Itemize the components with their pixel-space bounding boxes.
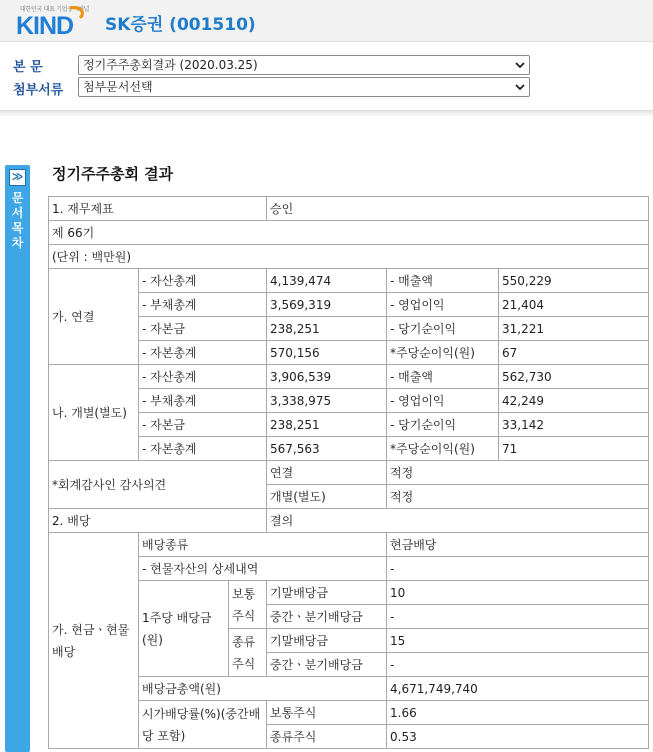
main-doc-select-value: 정기주주총회결과 (2020.03.25) bbox=[83, 58, 258, 72]
header-divider bbox=[0, 110, 653, 116]
table-cell: - bbox=[387, 557, 649, 581]
main-doc-select[interactable] bbox=[78, 55, 530, 75]
results-table bbox=[48, 196, 649, 749]
table-cell: 570,156 bbox=[267, 341, 387, 365]
table-row bbox=[49, 245, 649, 269]
table-row bbox=[49, 533, 649, 557]
table-cell: 567,563 bbox=[267, 437, 387, 461]
document-selector-panel bbox=[0, 42, 653, 102]
table-row bbox=[49, 197, 649, 221]
logo-wordmark: KIND bbox=[16, 12, 74, 40]
financial-statements-value: 승인 bbox=[267, 197, 649, 221]
header-bar bbox=[0, 0, 653, 42]
separate-label: 나. 개별(별도) bbox=[49, 365, 139, 461]
table-cell: 10 bbox=[387, 581, 649, 605]
financial-statements-label: 1. 재무제표 bbox=[49, 197, 267, 221]
table-cell: 1.66 bbox=[387, 701, 649, 725]
table-cell: 3,569,319 bbox=[267, 293, 387, 317]
table-cell: 4,671,749,740 bbox=[387, 677, 649, 701]
table-cell: - 당기순이익 bbox=[387, 317, 499, 341]
table-cell: - 매출액 bbox=[387, 269, 499, 293]
attachment-select[interactable] bbox=[78, 77, 530, 97]
table-cell: - bbox=[387, 605, 649, 629]
table-row bbox=[49, 413, 649, 437]
table-cell: 중간ㆍ분기배당금 bbox=[267, 605, 387, 629]
table-cell: 개별(별도) bbox=[267, 485, 387, 509]
table-row bbox=[49, 581, 649, 605]
table-cell: 3,338,975 bbox=[267, 389, 387, 413]
table-row bbox=[49, 557, 649, 581]
attachment-label: 첨부서류 bbox=[13, 83, 64, 98]
table-cell: 현금배당 bbox=[387, 533, 649, 557]
table-row bbox=[49, 293, 649, 317]
table-cell: 15 bbox=[387, 629, 649, 653]
preferred-stock-label: 종류주식 bbox=[229, 629, 267, 677]
table-cell: - bbox=[387, 653, 649, 677]
table-cell: - 부채총계 bbox=[139, 389, 267, 413]
table-cell: - 자본금 bbox=[139, 413, 267, 437]
table-cell: *주당순이익(원) bbox=[387, 341, 499, 365]
company-title: SK증권 (001510) bbox=[105, 15, 256, 35]
table-cell: 적정 bbox=[387, 461, 649, 485]
table-cell: 3,906,539 bbox=[267, 365, 387, 389]
table-cell: 238,251 bbox=[267, 413, 387, 437]
table-row bbox=[49, 365, 649, 389]
toc-label: 문서목차 bbox=[11, 191, 24, 250]
table-cell: - 자산총계 bbox=[139, 269, 267, 293]
table-cell: 보통주식 bbox=[267, 701, 387, 725]
table-row bbox=[49, 389, 649, 413]
table-cell: - 자산총계 bbox=[139, 365, 267, 389]
table-cell: - 매출액 bbox=[387, 365, 499, 389]
main-doc-label: 본 문 bbox=[13, 60, 43, 75]
table-cell: 562,730 bbox=[499, 365, 649, 389]
table-row bbox=[49, 269, 649, 293]
table-cell: *주당순이익(원) bbox=[387, 437, 499, 461]
table-cell: - 부채총계 bbox=[139, 293, 267, 317]
table-cell: 67 bbox=[499, 341, 649, 365]
dividend-value: 결의 bbox=[267, 509, 649, 533]
fiscal-term: 제 66기 bbox=[49, 221, 649, 245]
logo-tagline: 대한민국 대표 기업공시채널 bbox=[20, 6, 90, 13]
table-cell: 중간ㆍ분기배당금 bbox=[267, 653, 387, 677]
table-cell: 550,229 bbox=[499, 269, 649, 293]
dividend-yield-label: 시가배당률(%)(중간배당 포함) bbox=[139, 701, 267, 749]
chevron-down-icon bbox=[515, 58, 525, 72]
table-cell: 238,251 bbox=[267, 317, 387, 341]
table-row bbox=[49, 437, 649, 461]
table-cell: 42,249 bbox=[499, 389, 649, 413]
table-cell: 71 bbox=[499, 437, 649, 461]
table-cell: 적정 bbox=[387, 485, 649, 509]
table-cell: - 영업이익 bbox=[387, 293, 499, 317]
table-cell: - 현물자산의 상세내역 bbox=[139, 557, 387, 581]
table-cell: 종류주식 bbox=[267, 725, 387, 749]
table-cell: 31,221 bbox=[499, 317, 649, 341]
table-cell: - 당기순이익 bbox=[387, 413, 499, 437]
table-cell: - 자본총계 bbox=[139, 341, 267, 365]
attachment-select-value: 첨부문서선택 bbox=[83, 80, 153, 94]
toc-tab[interactable] bbox=[5, 165, 30, 752]
kind-logo[interactable] bbox=[14, 4, 90, 40]
unit-note: (단위 : 백만원) bbox=[49, 245, 649, 269]
table-cell: 기말배당금 bbox=[267, 581, 387, 605]
table-cell: 21,404 bbox=[499, 293, 649, 317]
table-cell: 4,139,474 bbox=[267, 269, 387, 293]
dividend-label: 2. 배당 bbox=[49, 509, 267, 533]
per-share-dividend-label: 1주당 배당금(원) bbox=[139, 581, 229, 677]
table-row bbox=[49, 221, 649, 245]
table-row bbox=[49, 677, 649, 701]
table-cell: 33,142 bbox=[499, 413, 649, 437]
table-cell: - 자본금 bbox=[139, 317, 267, 341]
table-cell: 배당금총액(원) bbox=[139, 677, 387, 701]
table-row bbox=[49, 701, 649, 725]
chevron-down-icon bbox=[515, 80, 525, 94]
table-row bbox=[49, 317, 649, 341]
table-cell: 배당종류 bbox=[139, 533, 387, 557]
toc-expand-button[interactable]: ≫ bbox=[9, 169, 26, 186]
consolidated-label: 가. 연결 bbox=[49, 269, 139, 365]
cash-dividend-label: 가. 현금ㆍ현물배당 bbox=[49, 533, 139, 749]
table-cell: - 자본총계 bbox=[139, 437, 267, 461]
table-cell: 0.53 bbox=[387, 725, 649, 749]
table-cell: - 영업이익 bbox=[387, 389, 499, 413]
common-stock-label: 보통주식 bbox=[229, 581, 267, 629]
table-cell: 기말배당금 bbox=[267, 629, 387, 653]
table-row bbox=[49, 509, 649, 533]
table-cell: 연결 bbox=[267, 461, 387, 485]
table-row bbox=[49, 341, 649, 365]
audit-opinion-label: *회계감사인 감사의견 bbox=[49, 461, 267, 509]
document-title: 정기주주총회 결과 bbox=[52, 165, 174, 183]
table-row bbox=[49, 461, 649, 485]
